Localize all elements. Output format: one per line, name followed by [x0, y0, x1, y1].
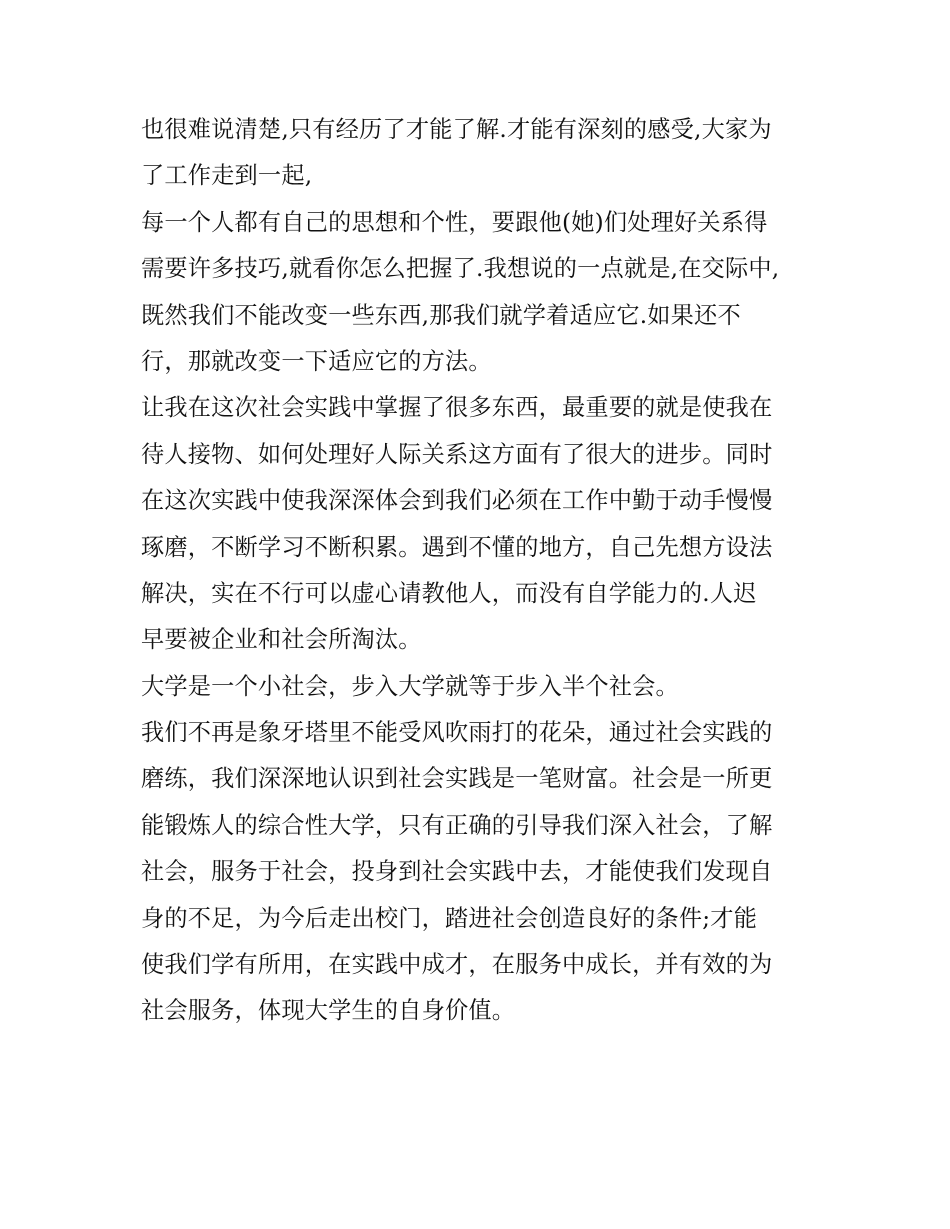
text-line: 大学是一个小社会，步入大学就等于步入半个社会。 [141, 672, 679, 700]
text-line: 社会，服务于社会，投身到社会实践中去，才能使我们发现自 [141, 858, 773, 886]
text-line: 既然我们不能改变一些东西,那我们就学着适应它.如果还不 [141, 301, 741, 329]
text-line: 行，那就改变一下适应它的方法。 [141, 347, 492, 375]
text-line: 早要被企业和社会所淘汰。 [141, 626, 422, 654]
text-line: 我们不再是象牙塔里不能受风吹雨打的花朵，通过社会实践的 [141, 719, 773, 747]
text-line: 磨练，我们深深地认识到社会实践是一笔财富。社会是一所更 [141, 765, 773, 793]
text-line: 也很难说清楚,只有经历了才能了解.才能有深刻的感受,大家为 [141, 116, 772, 143]
text-line: 社会服务，体现大学生的自身价值。 [141, 997, 516, 1025]
text-line: 能锻炼人的综合性大学，只有正确的引导我们深入社会，了解 [141, 811, 773, 839]
text-line: 了工作走到一起, [141, 162, 313, 190]
text-line: 待人接物、如何处理好人际关系这方面有了很大的进步。同时 [141, 440, 773, 468]
text-line: 使我们学有所用，在实践中成才，在服务中成长，并有效的为 [141, 951, 773, 979]
text-line: 需要许多技巧,就看你怎么把握了.我想说的一点就是,在交际中, [141, 255, 780, 283]
text-line: 每一个人都有自己的思想和个性，要跟他(她)们处理好关系得 [141, 208, 768, 236]
text-line: 让我在这次社会实践中掌握了很多东西，最重要的就是使我在 [141, 394, 773, 422]
text-line: 解决，实在不行可以虚心请教他人，而没有自学能力的.人迟 [141, 579, 757, 607]
text-line: 在这次实践中使我深深体会到我们必须在工作中勤于动手慢慢 [141, 487, 773, 515]
text-line: 琢磨，不断学习不断积累。遇到不懂的地方，自己先想方设法 [141, 533, 773, 561]
text-line: 身的不足，为今后走出校门，踏进社会创造良好的条件;才能 [141, 904, 758, 932]
document-body [141, 107, 821, 1035]
